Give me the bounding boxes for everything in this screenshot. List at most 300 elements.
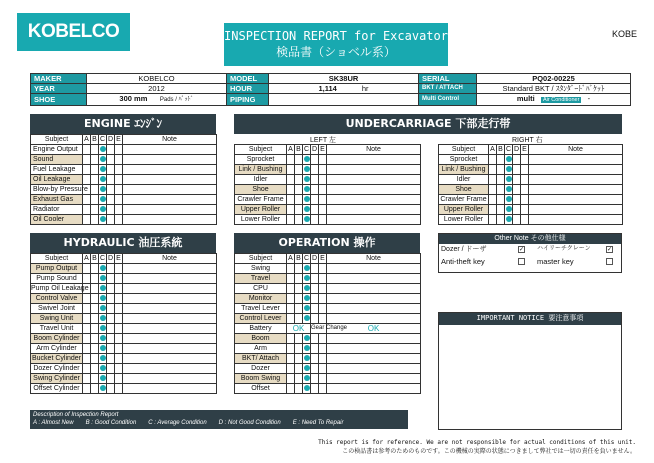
grade-cell[interactable] (295, 354, 303, 364)
grade-cell[interactable] (115, 264, 123, 274)
row-note[interactable] (327, 274, 421, 284)
anti-theft-checkbox[interactable] (518, 258, 525, 265)
grade-cell[interactable] (83, 384, 91, 394)
grade-cell[interactable] (99, 374, 107, 384)
grade-cell[interactable] (91, 205, 99, 215)
grade-cell[interactable] (83, 374, 91, 384)
row-note[interactable] (123, 304, 217, 314)
grade-cell[interactable] (99, 304, 107, 314)
grade-cell[interactable] (287, 314, 295, 324)
grade-cell[interactable] (497, 155, 505, 165)
grade-cell[interactable] (311, 274, 319, 284)
grade-cell[interactable] (295, 215, 303, 225)
grade-cell[interactable] (83, 264, 91, 274)
grade-cell[interactable] (319, 314, 327, 324)
grade-cell[interactable] (99, 155, 107, 165)
grade-cell[interactable] (303, 384, 311, 394)
grade-cell[interactable] (311, 185, 319, 195)
grade-cell[interactable] (99, 364, 107, 374)
row-note[interactable] (123, 324, 217, 334)
grade-cell[interactable] (303, 344, 311, 354)
grade-cell[interactable] (311, 354, 319, 364)
grade-cell[interactable] (287, 364, 295, 374)
grade-cell[interactable] (287, 165, 295, 175)
grade-cell[interactable] (107, 374, 115, 384)
grade-cell[interactable] (83, 344, 91, 354)
grade-cell[interactable] (319, 374, 327, 384)
grade-cell[interactable] (83, 215, 91, 225)
row-note[interactable] (529, 185, 623, 195)
grade-cell[interactable] (489, 215, 497, 225)
grade-cell[interactable] (319, 165, 327, 175)
row-note[interactable] (327, 155, 421, 165)
grade-cell[interactable] (295, 304, 303, 314)
grade-cell[interactable] (107, 324, 115, 334)
grade-cell[interactable] (99, 145, 107, 155)
grade-cell[interactable] (115, 304, 123, 314)
grade-cell[interactable] (91, 195, 99, 205)
grade-cell[interactable] (83, 155, 91, 165)
grade-cell[interactable] (115, 294, 123, 304)
row-note[interactable] (327, 195, 421, 205)
grade-cell[interactable] (91, 175, 99, 185)
grade-cell[interactable] (311, 384, 319, 394)
grade-cell[interactable] (295, 274, 303, 284)
grade-cell[interactable] (497, 185, 505, 195)
grade-cell[interactable] (287, 175, 295, 185)
grade-cell[interactable] (83, 354, 91, 364)
grade-cell[interactable] (295, 334, 303, 344)
row-note[interactable] (327, 314, 421, 324)
rating-dot-icon (304, 335, 310, 341)
row-note[interactable] (123, 165, 217, 175)
location-label: KOBE (612, 29, 638, 39)
grade-cell[interactable] (287, 294, 295, 304)
grade-cell[interactable] (295, 175, 303, 185)
grade-cell[interactable] (295, 344, 303, 354)
grade-cell[interactable] (287, 304, 295, 314)
grade-cell[interactable] (83, 175, 91, 185)
row-note[interactable] (529, 165, 623, 175)
grade-cell[interactable] (505, 155, 513, 165)
row-note[interactable] (327, 284, 421, 294)
grade-cell[interactable] (303, 215, 311, 225)
grade-cell[interactable] (295, 155, 303, 165)
row-note[interactable] (123, 344, 217, 354)
grade-cell[interactable] (311, 284, 319, 294)
grade-cell[interactable] (303, 304, 311, 314)
grade-cell[interactable] (311, 155, 319, 165)
grade-cell[interactable] (99, 264, 107, 274)
grade-cell[interactable] (513, 195, 521, 205)
grade-cell[interactable] (311, 215, 319, 225)
grade-cell[interactable] (497, 165, 505, 175)
master-key-checkbox[interactable] (606, 258, 613, 265)
grade-cell[interactable] (311, 344, 319, 354)
row-note[interactable] (123, 314, 217, 324)
grade-cell[interactable] (99, 274, 107, 284)
grade-cell[interactable] (107, 334, 115, 344)
row-note[interactable] (529, 155, 623, 165)
grade-cell[interactable] (295, 195, 303, 205)
row-note[interactable] (327, 354, 421, 364)
grade-cell[interactable] (99, 165, 107, 175)
row-note[interactable] (327, 294, 421, 304)
grade-cell[interactable] (497, 205, 505, 215)
grade-cell[interactable] (311, 264, 319, 274)
grade-cell[interactable] (311, 314, 319, 324)
grade-cell[interactable] (107, 205, 115, 215)
grade-cell[interactable] (107, 364, 115, 374)
grade-cell[interactable] (311, 165, 319, 175)
table-row (31, 364, 217, 374)
grade-cell[interactable] (295, 205, 303, 215)
grade-cell[interactable] (303, 165, 311, 175)
grade-cell[interactable] (319, 274, 327, 284)
row-note[interactable] (123, 195, 217, 205)
grade-cell[interactable] (115, 314, 123, 324)
grade-cell[interactable] (115, 175, 123, 185)
grade-cell[interactable] (319, 264, 327, 274)
table-row (235, 185, 421, 195)
grade-cell[interactable] (91, 314, 99, 324)
grade-cell[interactable] (319, 294, 327, 304)
grade-cell[interactable] (311, 195, 319, 205)
grade-cell[interactable] (91, 324, 99, 334)
grade-cell[interactable] (99, 215, 107, 225)
grade-cell[interactable] (107, 145, 115, 155)
grade-cell[interactable] (505, 195, 513, 205)
grade-cell[interactable] (311, 294, 319, 304)
grade-cell[interactable] (107, 314, 115, 324)
rating-dot-icon (304, 305, 310, 311)
row-note[interactable] (123, 175, 217, 185)
row-note[interactable] (327, 364, 421, 374)
grade-cell[interactable] (107, 155, 115, 165)
table-row (235, 334, 421, 344)
grade-cell[interactable] (99, 195, 107, 205)
grade-cell[interactable] (319, 175, 327, 185)
grade-cell[interactable] (513, 185, 521, 195)
grade-cell[interactable] (287, 215, 295, 225)
row-note[interactable] (123, 205, 217, 215)
row-note[interactable] (123, 215, 217, 225)
grade-cell[interactable] (319, 185, 327, 195)
grade-cell[interactable] (115, 374, 123, 384)
grade-cell[interactable] (99, 344, 107, 354)
grade-cell[interactable] (303, 294, 311, 304)
grade-cell[interactable] (303, 314, 311, 324)
row-note[interactable] (123, 354, 217, 364)
grade-cell[interactable] (521, 215, 529, 225)
grade-cell[interactable] (287, 374, 295, 384)
grade-cell[interactable] (83, 324, 91, 334)
col-subject: Subject (31, 135, 83, 145)
grade-cell[interactable] (311, 334, 319, 344)
grade-cell[interactable] (513, 165, 521, 175)
grade-cell[interactable] (107, 165, 115, 175)
grade-cell[interactable] (513, 155, 521, 165)
grade-cell[interactable] (319, 284, 327, 294)
grade-cell[interactable] (489, 175, 497, 185)
grade-cell[interactable] (83, 314, 91, 324)
grade-cell[interactable] (115, 284, 123, 294)
row-note[interactable] (327, 304, 421, 314)
grade-cell[interactable] (303, 264, 311, 274)
row-note[interactable] (123, 384, 217, 394)
grade-cell[interactable] (505, 205, 513, 215)
grade-cell[interactable] (115, 195, 123, 205)
row-note[interactable] (327, 384, 421, 394)
grade-cell[interactable] (295, 185, 303, 195)
grade-cell[interactable] (303, 205, 311, 215)
other-note-header: Other Note その他仕様 (439, 234, 621, 244)
grade-cell[interactable] (91, 274, 99, 284)
grade-cell[interactable] (303, 195, 311, 205)
grade-cell[interactable] (287, 284, 295, 294)
grade-cell[interactable] (99, 284, 107, 294)
grade-cell[interactable] (287, 185, 295, 195)
grade-cell[interactable] (497, 215, 505, 225)
grade-cell[interactable] (303, 155, 311, 165)
grade-cell[interactable] (295, 374, 303, 384)
grade-cell[interactable] (83, 165, 91, 175)
grade-cell[interactable] (91, 354, 99, 364)
grade-cell[interactable] (505, 185, 513, 195)
rating-dot-icon (100, 295, 106, 301)
grade-cell[interactable] (497, 195, 505, 205)
grade-cell[interactable] (287, 384, 295, 394)
grade-cell[interactable] (83, 274, 91, 284)
grade-cell[interactable] (319, 215, 327, 225)
grade-cell[interactable] (91, 294, 99, 304)
grade-cell[interactable] (99, 314, 107, 324)
grade-cell[interactable] (107, 354, 115, 364)
grade-cell[interactable] (295, 384, 303, 394)
grade-cell[interactable] (99, 384, 107, 394)
grade-cell[interactable] (311, 205, 319, 215)
grade-cell[interactable] (91, 284, 99, 294)
grade-cell[interactable] (489, 205, 497, 215)
grade-cell[interactable] (83, 334, 91, 344)
grade-cell[interactable] (319, 304, 327, 314)
grade-cell[interactable] (489, 155, 497, 165)
grade-cell[interactable] (287, 334, 295, 344)
grade-cell[interactable] (83, 294, 91, 304)
grade-cell[interactable] (91, 384, 99, 394)
grade-cell[interactable] (107, 344, 115, 354)
grade-cell[interactable] (99, 354, 107, 364)
grade-cell[interactable] (287, 195, 295, 205)
row-subject: Link / Bushing (439, 165, 489, 175)
grade-cell[interactable] (287, 274, 295, 284)
shoe-value: 300 mm (119, 94, 148, 103)
row-note[interactable] (123, 284, 217, 294)
grade-cell[interactable] (99, 294, 107, 304)
dozer-checkbox[interactable]: ✓ (519, 247, 525, 253)
grade-cell[interactable] (311, 304, 319, 314)
grade-cell[interactable] (319, 364, 327, 374)
desc-b: B : Good Condition (85, 420, 137, 426)
grade-cell[interactable] (295, 314, 303, 324)
grade-cell[interactable] (303, 185, 311, 195)
row-note[interactable] (327, 374, 421, 384)
grade-cell[interactable] (521, 165, 529, 175)
disclaimer-jp: この検品書は参考のためのものです。この機械の実際の状態につきまして弊社では一切の責任を負いません。 (342, 448, 636, 455)
grade-cell[interactable] (489, 185, 497, 195)
grade-cell[interactable] (91, 264, 99, 274)
grade-cell[interactable] (83, 195, 91, 205)
grade-cell[interactable] (521, 175, 529, 185)
grade-cell[interactable] (303, 274, 311, 284)
grade-cell[interactable] (303, 354, 311, 364)
grade-cell[interactable] (513, 175, 521, 185)
grade-cell[interactable] (303, 334, 311, 344)
grade-cell[interactable] (99, 324, 107, 334)
grade-cell[interactable] (311, 175, 319, 185)
grade-cell[interactable] (83, 205, 91, 215)
row-note[interactable] (123, 374, 217, 384)
grade-cell[interactable] (115, 205, 123, 215)
row-note[interactable] (327, 165, 421, 175)
grade-cell[interactable] (303, 175, 311, 185)
grade-cell[interactable] (319, 195, 327, 205)
grade-cell[interactable] (287, 354, 295, 364)
grade-cell[interactable] (319, 155, 327, 165)
grade-cell[interactable] (107, 264, 115, 274)
grade-cell[interactable] (99, 334, 107, 344)
row-note[interactable] (123, 185, 217, 195)
grade-cell[interactable] (91, 215, 99, 225)
grade-cell[interactable] (115, 354, 123, 364)
grade-cell[interactable] (303, 284, 311, 294)
grade-cell[interactable] (295, 264, 303, 274)
row-note[interactable] (529, 205, 623, 215)
grade-cell[interactable] (91, 165, 99, 175)
grade-cell[interactable] (91, 364, 99, 374)
row-note[interactable] (123, 364, 217, 374)
grade-cell[interactable] (319, 344, 327, 354)
grade-cell[interactable] (115, 155, 123, 165)
grade-cell[interactable] (91, 344, 99, 354)
row-note[interactable] (327, 185, 421, 195)
grade-cell[interactable] (99, 185, 107, 195)
grade-cell[interactable] (319, 384, 327, 394)
row-note[interactable] (327, 215, 421, 225)
grade-cell[interactable] (107, 294, 115, 304)
grade-cell[interactable] (115, 145, 123, 155)
grade-cell[interactable] (91, 155, 99, 165)
grade-cell[interactable] (295, 284, 303, 294)
row-note[interactable] (327, 175, 421, 185)
row-note[interactable] (529, 195, 623, 205)
grade-cell[interactable] (497, 175, 505, 185)
grade-cell[interactable] (505, 165, 513, 175)
grade-cell[interactable] (303, 364, 311, 374)
grade-cell[interactable] (311, 374, 319, 384)
grade-cell[interactable] (489, 195, 497, 205)
grade-cell[interactable] (107, 215, 115, 225)
row-note[interactable] (123, 264, 217, 274)
grade-cell[interactable] (521, 185, 529, 195)
grade-cell[interactable] (115, 364, 123, 374)
grade-cell[interactable] (91, 334, 99, 344)
grade-cell[interactable] (489, 165, 497, 175)
grade-cell[interactable] (513, 205, 521, 215)
row-note[interactable] (327, 334, 421, 344)
grade-cell[interactable] (115, 384, 123, 394)
grade-cell[interactable] (521, 205, 529, 215)
row-note[interactable] (327, 344, 421, 354)
grade-cell[interactable] (107, 274, 115, 284)
grade-cell[interactable] (295, 165, 303, 175)
grade-cell[interactable] (505, 215, 513, 225)
row-note[interactable] (123, 155, 217, 165)
grade-cell[interactable] (295, 294, 303, 304)
grade-cell[interactable] (505, 175, 513, 185)
grade-cell[interactable] (115, 334, 123, 344)
grade-cell[interactable] (319, 205, 327, 215)
grade-cell[interactable] (319, 334, 327, 344)
grade-cell[interactable] (107, 175, 115, 185)
row-note[interactable] (529, 215, 623, 225)
row-note[interactable] (529, 175, 623, 185)
grade-cell[interactable] (107, 384, 115, 394)
grade-cell[interactable] (107, 185, 115, 195)
grade-cell[interactable] (83, 364, 91, 374)
grade-cell[interactable] (287, 264, 295, 274)
grade-cell[interactable] (295, 364, 303, 374)
grade-cell[interactable] (115, 215, 123, 225)
grade-cell[interactable] (319, 354, 327, 364)
grade-cell[interactable] (115, 185, 123, 195)
grade-cell[interactable] (107, 195, 115, 205)
grade-cell[interactable] (287, 155, 295, 165)
grade-cell[interactable] (115, 165, 123, 175)
grade-cell[interactable] (115, 344, 123, 354)
hiace-label: ハイリーチクレーン (537, 246, 591, 252)
grade-cell[interactable] (83, 145, 91, 155)
grade-cell[interactable] (311, 364, 319, 374)
grade-cell[interactable] (303, 374, 311, 384)
grade-cell[interactable] (287, 205, 295, 215)
grade-cell[interactable] (91, 185, 99, 195)
grade-cell[interactable] (99, 175, 107, 185)
row-note[interactable] (123, 274, 217, 284)
grade-cell[interactable] (115, 274, 123, 284)
grade-cell[interactable] (107, 284, 115, 294)
row-note[interactable] (327, 264, 421, 274)
grade-cell[interactable] (91, 304, 99, 314)
row-note[interactable] (123, 334, 217, 344)
row-note[interactable] (123, 145, 217, 155)
grade-cell[interactable] (83, 304, 91, 314)
grade-cell[interactable] (99, 205, 107, 215)
grade-cell[interactable] (91, 374, 99, 384)
grade-cell[interactable] (287, 344, 295, 354)
col-note: Note (123, 135, 217, 145)
grade-cell[interactable] (107, 304, 115, 314)
grade-cell[interactable] (521, 195, 529, 205)
grade-cell[interactable] (513, 215, 521, 225)
row-note[interactable] (123, 294, 217, 304)
grade-cell[interactable] (115, 324, 123, 334)
row-note[interactable] (327, 205, 421, 215)
grade-cell[interactable] (521, 155, 529, 165)
hiace-checkbox[interactable]: ✓ (607, 247, 613, 253)
grade-cell[interactable] (91, 145, 99, 155)
rating-dot-icon (304, 285, 310, 291)
